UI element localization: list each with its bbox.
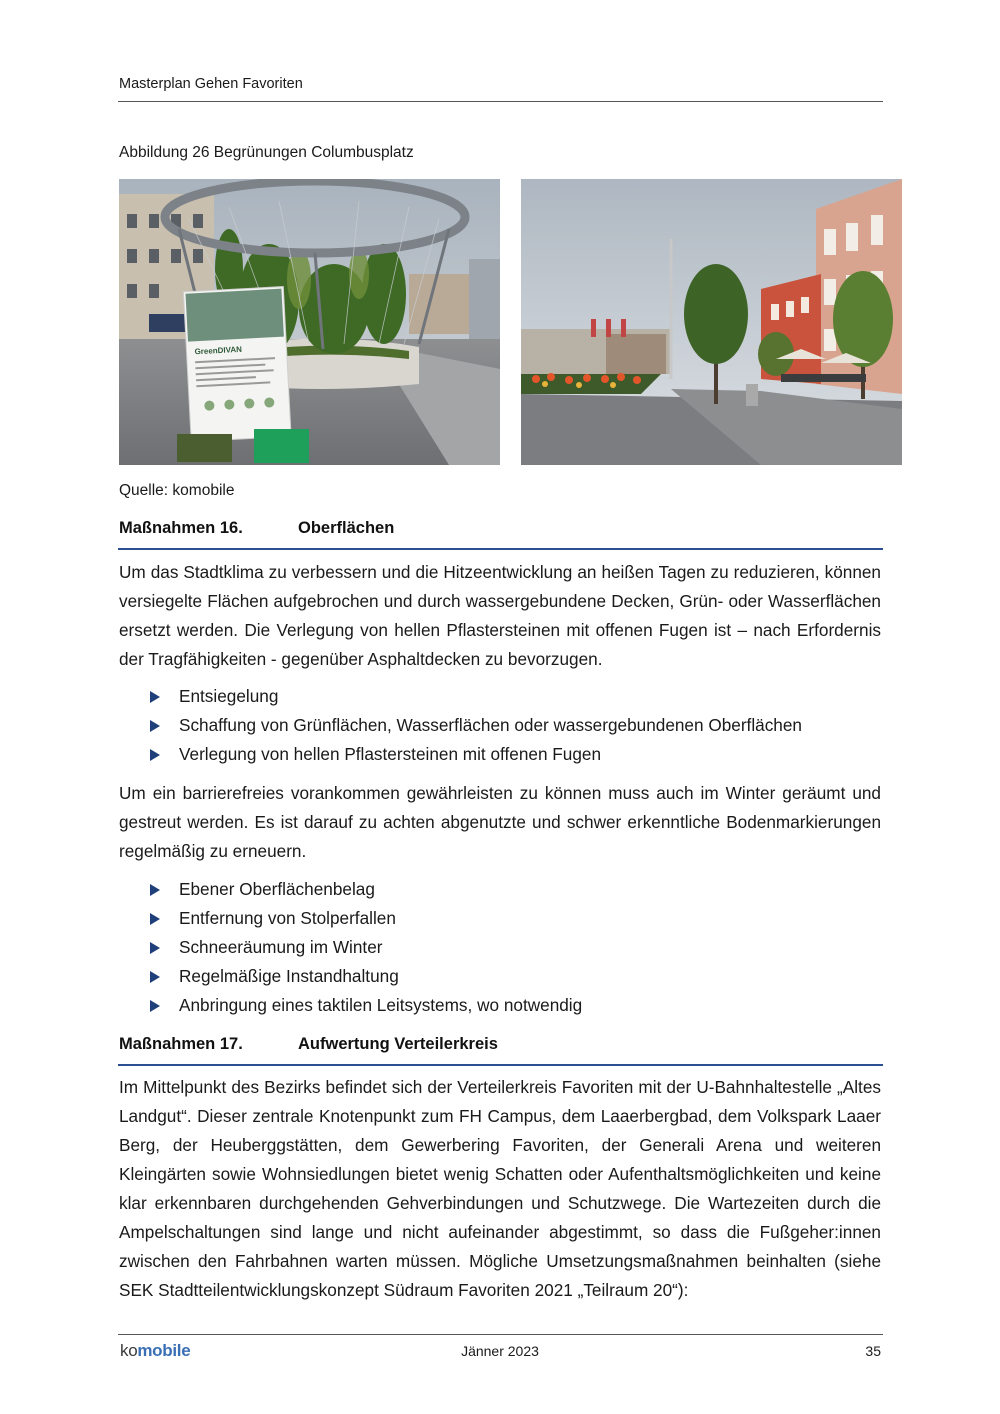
section-16-rule — [118, 548, 883, 550]
list-item: Entsiegelung — [150, 682, 880, 711]
triangle-bullet-icon — [150, 691, 160, 703]
footer-divider — [118, 1334, 883, 1335]
section-17-paragraph-1: Im Mittelpunkt des Bezirks befindet sich der Verteilerkreis Favoriten mit der U-Bahnhaltestelle „Altes Landgut“. Dieser zentrale Knotenpunkt zum FH Campus, dem Laaerbergbad, dem Volkspark Laaer Berg, der Heuberggstätten, dem Gewerbering Favoriten, der Generali Arena und weiteren Kleingärten sowie Wohnsiedlungen bietet wenig Schatten oder Aufenthaltsmöglichkeiten und keine klar erkennbaren durchgehenden Gehverbindungen und Schutzwege. Die Wartezeiten durch die Ampelschaltungen sind lange und nicht aufeinander abgestimmt, so dass die Fußgeher:innen zwischen den Fahrbahnen warten müssen. Mögliche Umsetzungsmaßnahmen beinhalten (siehe SEK Stadtteilentwicklungskonzept Südraum Favoriten 2021 „Teilraum 20“): — [119, 1077, 881, 1300]
triangle-bullet-icon — [150, 1000, 160, 1012]
section-16-heading — [119, 519, 883, 538]
section-16-bullets-1 — [150, 682, 880, 769]
section-16-paragraph-2: Um ein barrierefreies vorankommen gewährleisten zu können muss auch im Winter geräumt und gestreut werden. Es ist darauf zu achten abgenutzte und schwer erkenntliche Bodenmarkierungen regelmäßig zu erneuern. — [119, 783, 881, 861]
list-item: Schaffung von Grünflächen, Wasserflächen oder wassergebundenen Oberflächen — [150, 711, 880, 740]
header-divider — [118, 101, 883, 102]
triangle-bullet-icon — [150, 971, 160, 983]
figure-source: Quelle: komobile — [119, 482, 235, 499]
triangle-bullet-icon — [150, 942, 160, 954]
section-17-title: Aufwertung Verteilerkreis — [298, 1035, 498, 1053]
sign-title: GreenDIVAN — [194, 344, 243, 357]
photo-greening-pergola — [119, 179, 500, 465]
list-item: Anbringung eines taktilen Leitsystems, wo notwendig — [150, 991, 880, 1020]
triangle-bullet-icon — [150, 720, 160, 732]
list-item: Entfernung von Stolperfallen — [150, 904, 880, 933]
list-item: Verlegung von hellen Pflastersteinen mit offenen Fugen — [150, 740, 880, 769]
komobile-logo: komobile — [120, 1341, 191, 1360]
footer-date: Jänner 2023 — [461, 1343, 539, 1359]
section-16-paragraph-1: Um das Stadtklima zu verbessern und die Hitzeentwicklung an heißen Tagen zu reduzieren, können versiegelte Flächen aufgebrochen und durch wassergebundene Decken, Grün- oder Wasserflächen ersetzt werden. Die Verlegung von hellen Pflastersteinen mit offenen Fugen ist – nach Erfordernis der Tragfähigkeiten - gegenüber Asphaltdecken zu bevorzugen. — [119, 562, 881, 669]
photo-plaza-street — [521, 179, 902, 465]
section-17-number: Maßnahmen 17. — [119, 1035, 243, 1053]
triangle-bullet-icon — [150, 913, 160, 925]
page-number: 35 — [865, 1343, 881, 1359]
section-16-bullets-2 — [150, 875, 880, 1020]
section-16-number: Maßnahmen 16. — [119, 519, 243, 537]
list-item: Schneeräumung im Winter — [150, 933, 880, 962]
section-17-heading — [119, 1035, 883, 1054]
running-header: Masterplan Gehen Favoriten — [119, 76, 303, 92]
section-17-rule — [118, 1064, 883, 1066]
triangle-bullet-icon — [150, 884, 160, 896]
list-item: Regelmäßige Instandhaltung — [150, 962, 880, 991]
section-16-title: Oberflächen — [298, 519, 395, 537]
figure-caption: Abbildung 26 Begrünungen Columbusplatz — [119, 144, 414, 161]
triangle-bullet-icon — [150, 749, 160, 761]
list-item: Ebener Oberflächenbelag — [150, 875, 880, 904]
